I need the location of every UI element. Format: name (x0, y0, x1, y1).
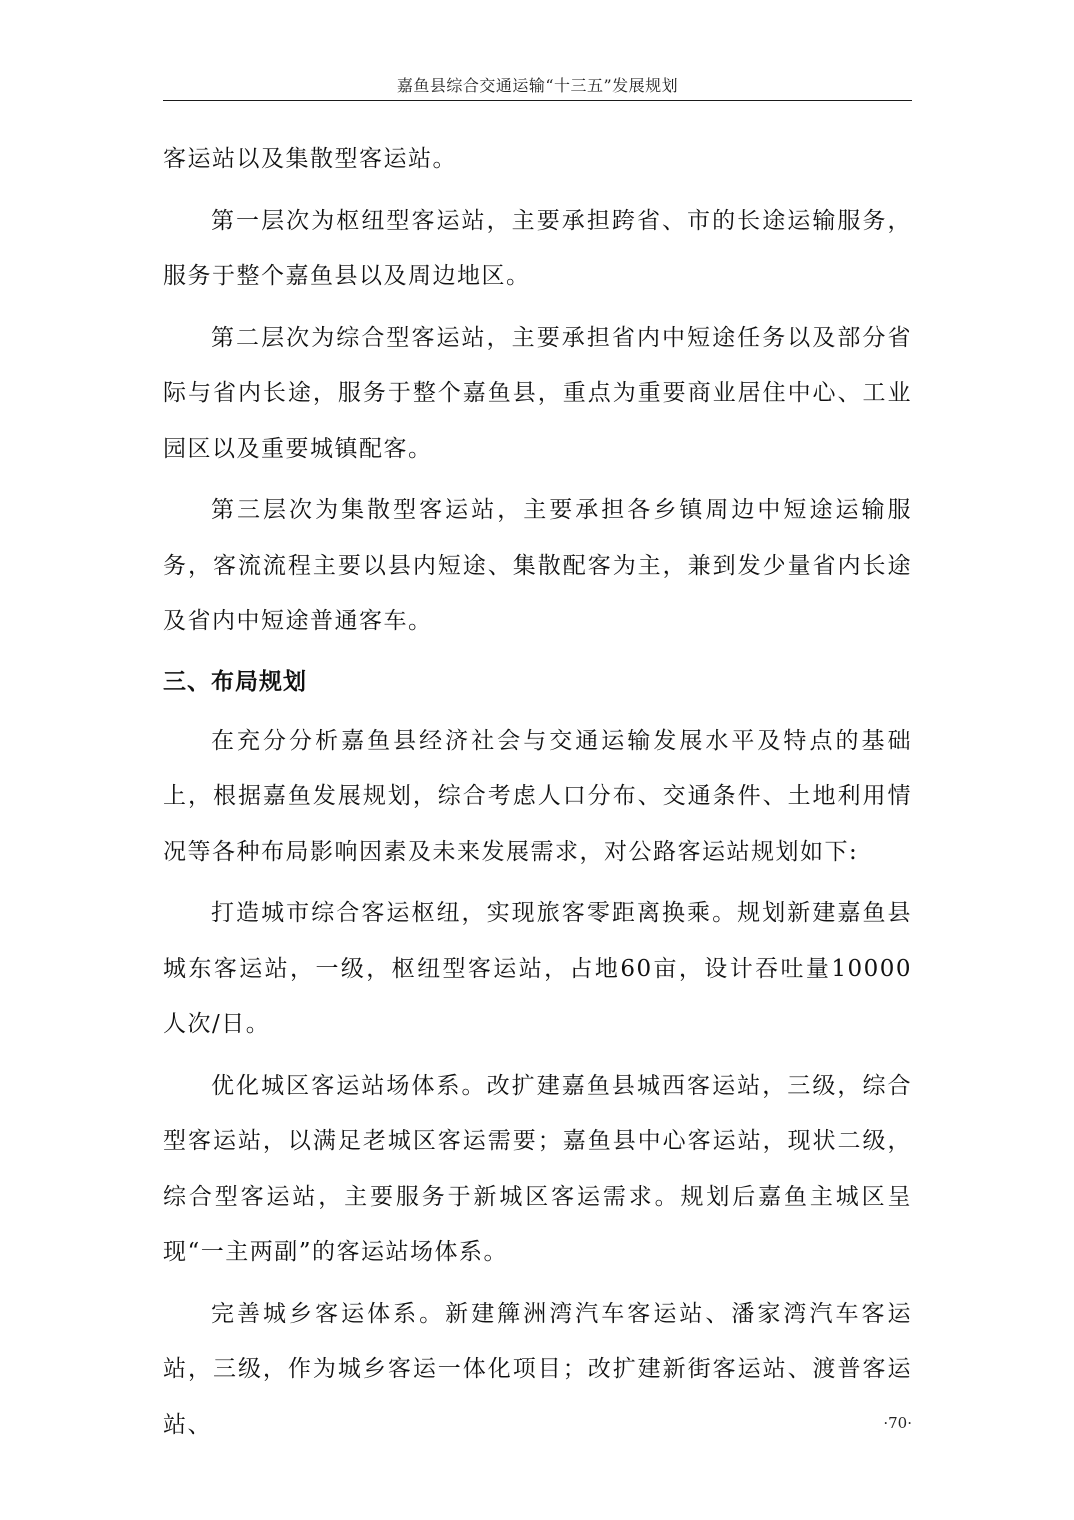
paragraph-continuation: 客运站以及集散型客运站。 (163, 146, 457, 172)
document-title: 嘉鱼县综合交通运输“十三五”发展规划 (396, 76, 679, 95)
paragraph-hub-plan: 打造城市综合客运枢纽，实现旅客零距离换乘。规划新建嘉鱼县城东客运站，一级，枢纽型客运站，占地60亩，设计吞吐量10000人次/日。 (163, 900, 912, 1037)
page-header (163, 76, 912, 101)
paragraph-third-tier: 第三层次为集散型客运站，主要承担各乡镇周边中短途运输服务，客流流程主要以县内短途、集散配客为主，兼到发少量省内长途及省内中短途普通客车。 (163, 497, 912, 634)
page-number: ·70· (883, 1414, 912, 1432)
paragraph-rural-stations: 完善城乡客运体系。新建簰洲湾汽车客运站、潘家湾汽车客运站，三级，作为城乡客运一体化项目；改扩建新街客运站、渡普客运站、 (163, 1300, 912, 1438)
paragraph-second-tier: 第二层次为综合型客运站，主要承担省内中短途任务以及部分省际与省内长途，服务于整个嘉鱼县，重点为重要商业居住中心、工业园区以及重要城镇配客。 (163, 324, 912, 462)
paragraph-analysis: 在充分分析嘉鱼县经济社会与交通运输发展水平及特点的基础上，根据嘉鱼发展规划，综合考虑人口分布、交通条件、土地利用情况等各种布局影响因素及未来发展需求，对公路客运站规划如下: (163, 727, 912, 865)
page-content (163, 132, 912, 1453)
paragraph-first-tier: 第一层次为枢纽型客运站，主要承担跨省、市的长途运输服务，服务于整个嘉鱼县以及周边地区。 (163, 207, 912, 289)
paragraph-urban-stations: 优化城区客运站场体系。改扩建嘉鱼县城西客运站，三级，综合型客运站，以满足老城区客运需要；嘉鱼县中心客运站，现状二级，综合型客运站，主要服务于新城区客运需求。规划后嘉鱼主城区呈现“一主两副”的客运站场体系。 (163, 1072, 912, 1265)
section-heading: 三、布局规划 (163, 668, 307, 695)
